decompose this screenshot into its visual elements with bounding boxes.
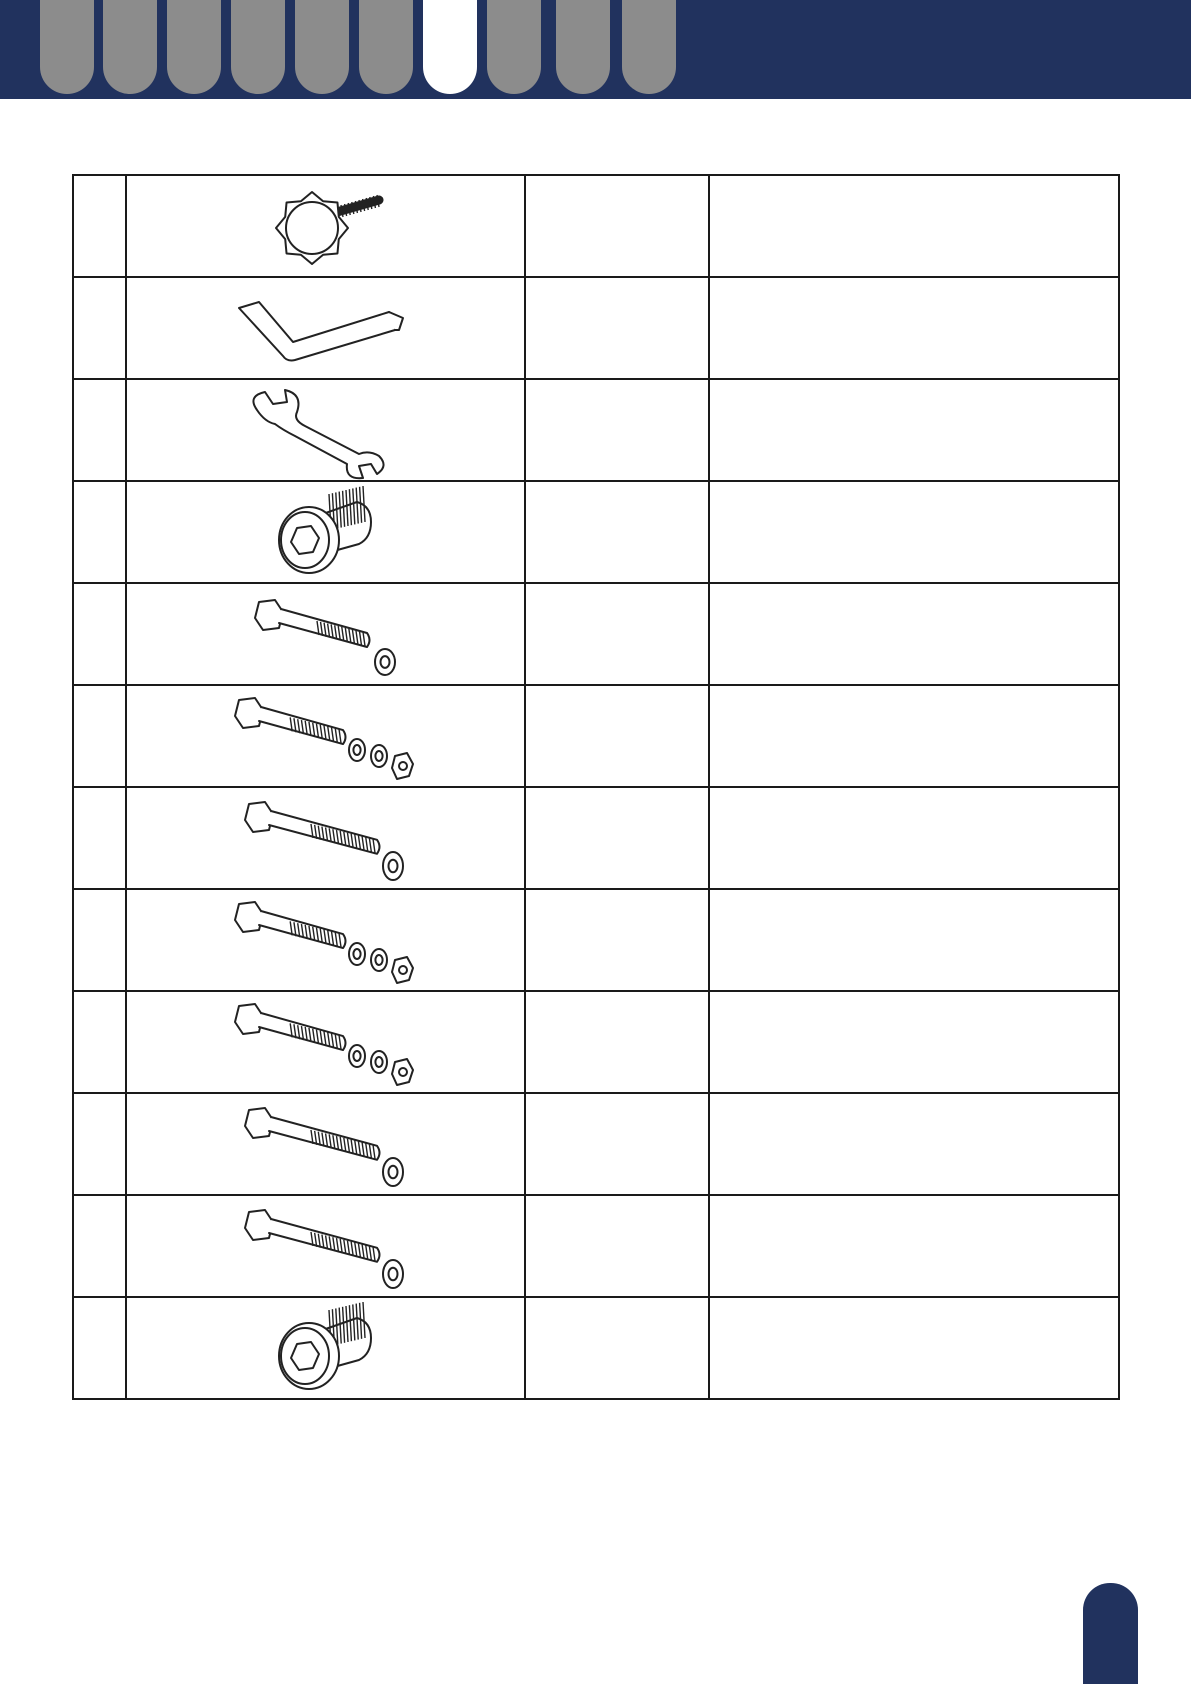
part-quantity xyxy=(525,685,709,787)
part-number xyxy=(73,685,126,787)
hex-bolt-washers-nut-icon xyxy=(127,1033,524,1050)
part-number xyxy=(73,481,126,583)
part-number xyxy=(73,1093,126,1195)
section-tab[interactable] xyxy=(40,0,94,94)
part-image-cell xyxy=(126,583,525,685)
hex-bolt-washers-nut-icon xyxy=(127,727,524,744)
parts-row xyxy=(73,1297,1119,1399)
parts-row xyxy=(73,277,1119,379)
parts-row xyxy=(73,1195,1119,1297)
section-tab[interactable] xyxy=(622,0,676,94)
part-image-cell xyxy=(126,277,525,379)
part-image-cell xyxy=(126,685,525,787)
part-quantity xyxy=(525,991,709,1093)
parts-row xyxy=(73,991,1119,1093)
part-description xyxy=(709,583,1119,685)
parts-row xyxy=(73,481,1119,583)
parts-row xyxy=(73,175,1119,277)
part-description xyxy=(709,481,1119,583)
part-number xyxy=(73,1195,126,1297)
long-hex-bolt-washer-icon xyxy=(127,1135,524,1152)
part-number xyxy=(73,277,126,379)
long-hex-bolt-washer-icon xyxy=(127,1237,524,1254)
knob-screw-icon xyxy=(127,217,524,234)
part-quantity xyxy=(525,379,709,481)
hex-bolt-washer-icon xyxy=(127,625,524,642)
section-tab-active[interactable] xyxy=(423,0,477,94)
parts-row xyxy=(73,787,1119,889)
part-number xyxy=(73,889,126,991)
parts-table xyxy=(72,174,1120,1400)
long-hex-bolt-washer-icon xyxy=(127,829,524,846)
part-quantity xyxy=(525,787,709,889)
part-quantity xyxy=(525,1195,709,1297)
part-image-cell xyxy=(126,175,525,277)
part-description xyxy=(709,1297,1119,1399)
part-number xyxy=(73,175,126,277)
part-quantity xyxy=(525,175,709,277)
header-band xyxy=(0,0,1191,99)
part-number xyxy=(73,787,126,889)
part-description xyxy=(709,685,1119,787)
section-tab[interactable] xyxy=(487,0,541,94)
section-tab[interactable] xyxy=(231,0,285,94)
part-quantity xyxy=(525,277,709,379)
part-number xyxy=(73,379,126,481)
part-description xyxy=(709,1195,1119,1297)
part-image-cell xyxy=(126,889,525,991)
section-tab[interactable] xyxy=(556,0,610,94)
part-description xyxy=(709,991,1119,1093)
part-image-cell xyxy=(126,379,525,481)
part-description xyxy=(709,787,1119,889)
part-image-cell xyxy=(126,481,525,583)
part-image-cell xyxy=(126,1093,525,1195)
hex-socket-bolt-icon xyxy=(127,523,524,540)
parts-row xyxy=(73,1093,1119,1195)
parts-row xyxy=(73,685,1119,787)
section-tab[interactable] xyxy=(167,0,221,94)
section-tab[interactable] xyxy=(359,0,413,94)
part-description xyxy=(709,277,1119,379)
part-image-cell xyxy=(126,991,525,1093)
part-number xyxy=(73,1297,126,1399)
part-image-cell xyxy=(126,1195,525,1297)
part-number xyxy=(73,991,126,1093)
wrench-icon xyxy=(127,421,524,438)
part-quantity xyxy=(525,1297,709,1399)
part-quantity xyxy=(525,889,709,991)
part-description xyxy=(709,175,1119,277)
hex-bolt-washers-nut-icon xyxy=(127,931,524,948)
section-tab[interactable] xyxy=(295,0,349,94)
parts-row xyxy=(73,379,1119,481)
part-quantity xyxy=(525,1093,709,1195)
part-image-cell xyxy=(126,787,525,889)
part-description xyxy=(709,379,1119,481)
parts-row xyxy=(73,583,1119,685)
part-description xyxy=(709,889,1119,991)
part-description xyxy=(709,1093,1119,1195)
allen-key-icon xyxy=(127,319,524,336)
page-number-tab xyxy=(1083,1583,1138,1684)
parts-row xyxy=(73,889,1119,991)
part-quantity xyxy=(525,481,709,583)
hex-socket-bolt-icon xyxy=(127,1339,524,1356)
part-image-cell xyxy=(126,1297,525,1399)
section-tab[interactable] xyxy=(103,0,157,94)
part-quantity xyxy=(525,583,709,685)
part-number xyxy=(73,583,126,685)
